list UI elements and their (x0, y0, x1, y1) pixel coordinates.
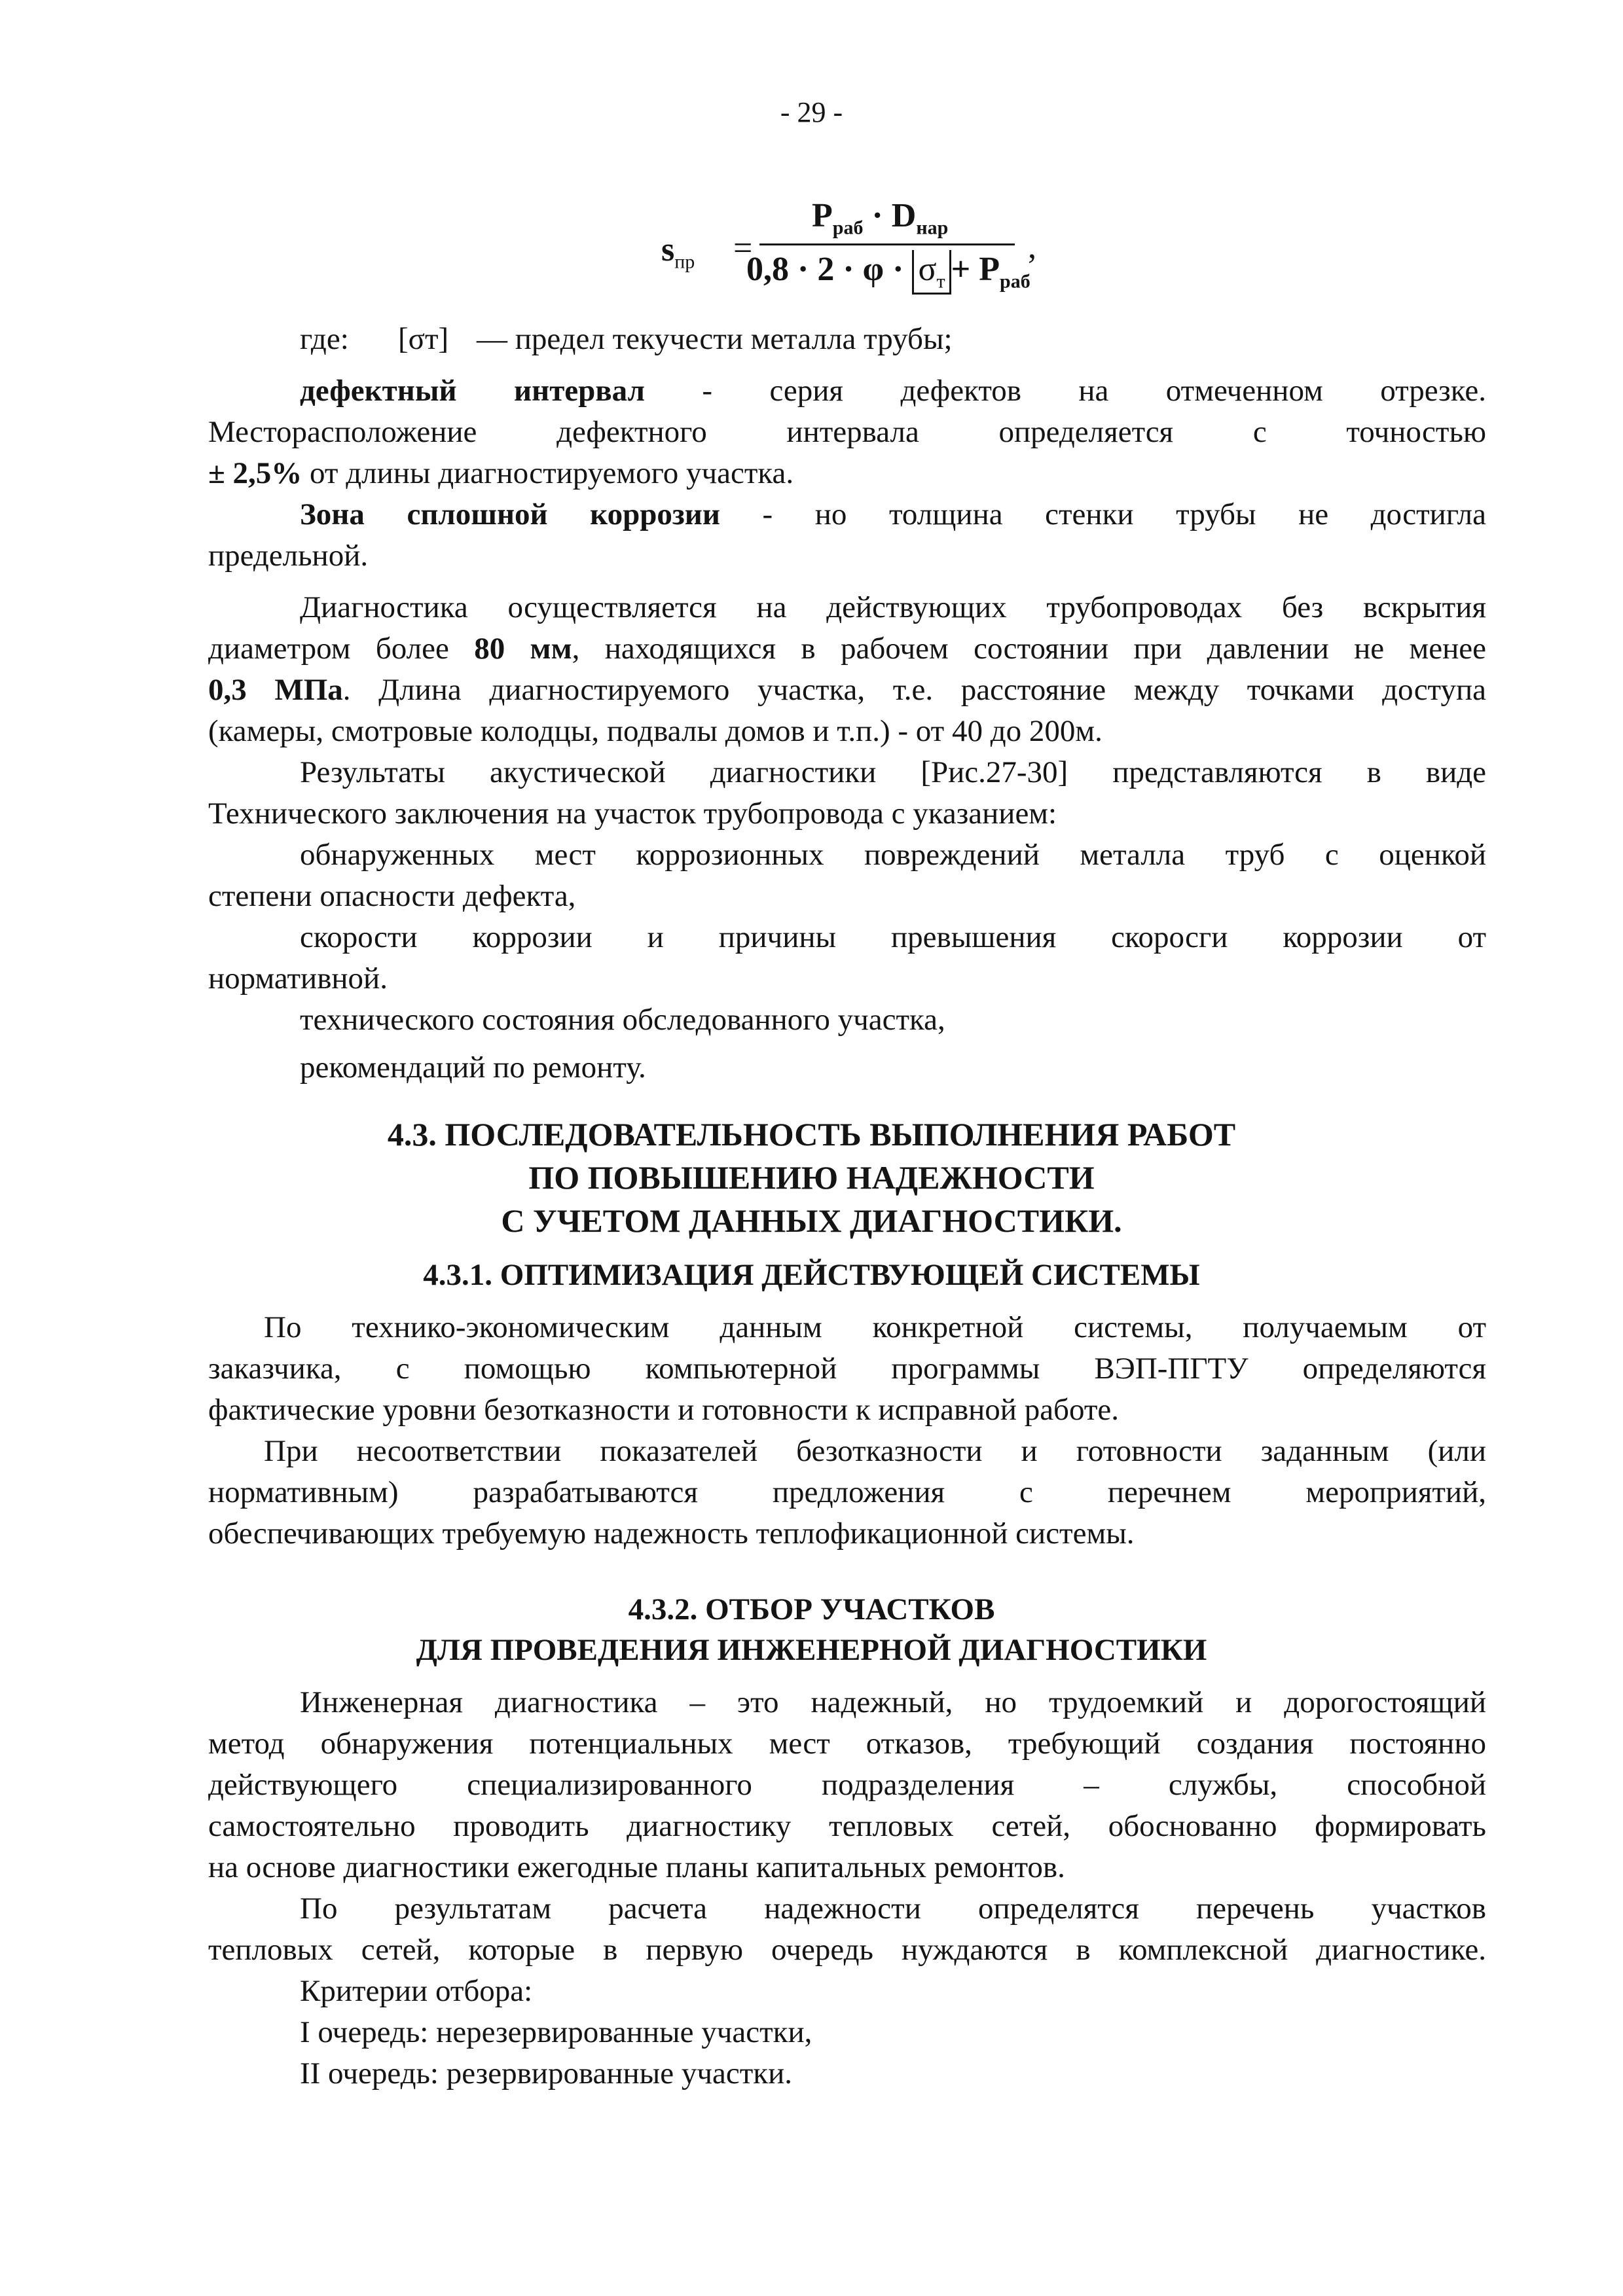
diag-line-4: (камеры, смотровые колодцы, подвалы домов и т.п.) - от 40 до 200м. (208, 714, 1103, 748)
section-4-3-1-title: 4.3.1. ОПТИМИЗАЦИЯ ДЕЙСТВУЮЩЕЙ СИСТЕМЫ (423, 1258, 1200, 1292)
zone-line-2: предельной. (208, 539, 369, 573)
page-number: - 29 - (780, 96, 843, 128)
results-item-4: рекомендаций по ремонту. (300, 1050, 646, 1085)
where-label: где: (300, 322, 349, 356)
s432-p1-line-1: Инженерная диагностика – это надежный, но трудоемкий и дорогостоящий (300, 1685, 1486, 1719)
diag-line-2: диаметром более 80 мм, находящихся в рабочем состоянии при давлении не менее (208, 632, 1486, 666)
defect-line-1: дефектный интервал - серия дефектов на отмеченном отрезке. (300, 374, 1487, 408)
s431-p1-line-2: заказчика, с помощью компьютерной программы ВЭП-ПГТУ определяются (208, 1352, 1486, 1386)
section-4-3-title-line-3: С УЧЕТОМ ДАННЫХ ДИАГНОСТИКИ. (501, 1202, 1122, 1239)
section-4-3-title-line-1: 4.3. ПОСЛЕДОВАТЕЛЬНОСТЬ ВЫПОЛНЕНИЯ РАБОТ (387, 1116, 1236, 1153)
s431-p2-line-2: нормативным) разрабатываются предложения с перечнем мероприятий, (208, 1475, 1486, 1509)
fraction-bar (759, 243, 1015, 245)
section-4-3-2-title-line-1: 4.3.2. ОТБОР УЧАСТКОВ (628, 1592, 995, 1626)
where-symbol: [σт] (398, 322, 449, 356)
where-text: — предел текучести металла трубы; (477, 322, 953, 356)
formula-equals: = (733, 230, 753, 267)
formula (661, 196, 1080, 301)
s431-p2-line-1: При несоответствии показателей безотказности и готовности заданным (или (264, 1434, 1486, 1468)
s432-p2-line-1: По результатам расчета надежности определятся перечень участков (300, 1892, 1486, 1926)
s432-p1-line-2: метод обнаружения потенциальных мест отказов, требующий создания постоянно (208, 1727, 1486, 1761)
results-item-2a: скорости коррозии и причины превышения скоросги коррозии от (300, 920, 1486, 954)
criteria-item-1: I очередь: нерезервированные участки, (300, 2015, 812, 2049)
criteria-item-2: II очередь: резервированные участки. (300, 2056, 792, 2090)
s432-p1-line-3: действующего специализированного подразделения – службы, способной (208, 1768, 1486, 1802)
diag-line-3: 0,3 МПа. Длина диагностируемого участка, т.е. расстояние между точками доступа (208, 673, 1486, 707)
results-line-2: Технического заключения на участок трубопровода с указанием: (208, 797, 1057, 831)
results-line-1: Результаты акустической диагностики [Рис.27-30] представляются в виде (300, 755, 1486, 789)
s432-p1-line-5: на основе диагностики ежегодные планы капитальных ремонтов. (208, 1850, 1065, 1884)
zone-line-1: Зона сплошной коррозии - но толщина стенки трубы не достигла (300, 497, 1486, 531)
s431-p1-line-3: фактические уровни безотказности и готовности к исправной работе. (208, 1393, 1119, 1427)
formula-denominator: $0,8 \cdot 2 \cdot \varphi \cdot \sigma_т + P_{раб}$ (746, 250, 1030, 295)
section-4-3-2-title-line-2: ДЛЯ ПРОВЕДЕНИЯ ИНЖЕНЕРНОЙ ДИАГНОСТИКИ (416, 1633, 1207, 1667)
diag-line-1: Диагностика осуществляется на действующих трубопроводах без вскрытия (300, 590, 1486, 624)
results-item-1a: обнаруженных мест коррозионных повреждений металла труб с оценкой (300, 838, 1486, 872)
formula-comma: , (1028, 228, 1036, 266)
s432-p1-line-4: самостоятельно проводить диагностику тепловых сетей, обоснованно формировать (208, 1809, 1486, 1843)
defect-line-3: ± 2,5% от длины диагностируемого участка. (208, 456, 794, 490)
s431-p2-line-3: обеспечивающих требуемую надежность теплофикационной системы. (208, 1516, 1135, 1551)
section-4-3-title-line-2: ПО ПОВЫШЕНИЮ НАДЕЖНОСТИ (528, 1159, 1095, 1196)
defect-line-2: Месторасположение дефектного интервала определяется с точностью (208, 415, 1486, 449)
results-item-2b: нормативной. (208, 961, 388, 996)
results-item-3: технического состояния обследованного участка, (300, 1003, 945, 1037)
s431-p1-line-1: По технико-экономическим данным конкретной системы, получаемым от (264, 1310, 1486, 1344)
results-item-1b: степени опасности дефекта, (208, 879, 576, 913)
formula-lhs: $s_{пр}$ (661, 231, 695, 273)
criteria-label: Критерии отбора: (300, 1974, 533, 2008)
s432-p2-line-2: тепловых сетей, которые в первую очередь нуждаются в комплексной диагностике. (208, 1933, 1486, 1967)
formula-numerator: $P_{раб} \cdot D_{нар}$ (812, 197, 949, 239)
